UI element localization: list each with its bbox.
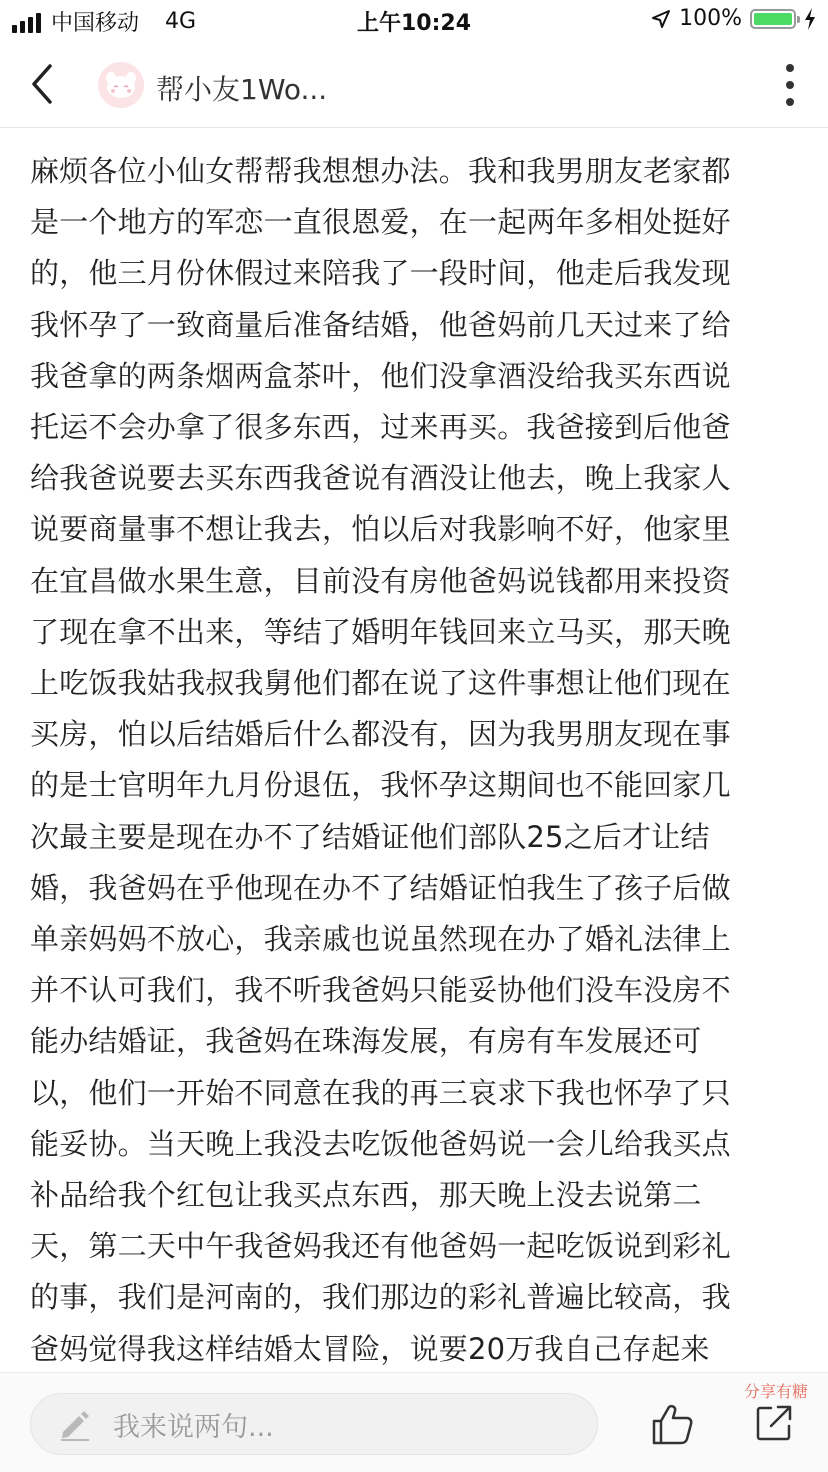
avatar[interactable] xyxy=(98,62,144,108)
share-icon xyxy=(754,1403,794,1443)
bottom-action-bar xyxy=(0,1372,828,1472)
post-text-line: 能妥协。当天晚上我没去吃饭他爸妈说一会儿给我买点 xyxy=(30,1126,731,1161)
more-vertical-icon xyxy=(786,98,794,106)
post-text-line: 的是士官明年九月份退伍，我怀孕这期间也不能回家几 xyxy=(30,768,731,803)
comment-placeholder: 我来说两句... xyxy=(113,1411,274,1443)
post-text-line: 上吃饭我姑我叔我舅他们都在说了这件事想让他们现在 xyxy=(30,666,731,701)
nav-bar xyxy=(0,42,828,128)
post-body xyxy=(30,146,802,1374)
post-text-line: 天，第二天中午我爸妈我还有他爸妈一起吃饭说到彩礼 xyxy=(30,1229,731,1264)
post-text-line: 并不认可我们，我不听我爸妈只能妥协他们没车没房不 xyxy=(30,973,731,1008)
like-button[interactable] xyxy=(650,1401,696,1447)
avatar-cartoon-icon xyxy=(104,70,138,100)
network-type: 4G xyxy=(165,9,197,34)
post-text-line: 给我爸说要去买东西我爸说有酒没让他去，晚上我家人 xyxy=(30,461,731,496)
post-text-line: 补品给我个红包让我买点东西，那天晚上没去说第二 xyxy=(30,1178,702,1213)
location-arrow-icon xyxy=(651,9,671,29)
more-options-button[interactable] xyxy=(774,60,806,110)
page-title[interactable]: 帮小友1Wo... xyxy=(156,73,328,106)
post-text-line: 能办结婚证，我爸妈在珠海发展，有房有车发展还可 xyxy=(30,1024,702,1059)
post-text-line: 买房，怕以后结婚后什么都没有，因为我男朋友现在事 xyxy=(30,717,731,752)
thumbs-up-icon xyxy=(650,1401,696,1447)
post-text-line: 了现在拿不出来，等结了婚明年钱回来立马买，那天晚 xyxy=(30,614,731,649)
post-text-line: 的，他三月份休假过来陪我了一段时间，他走后我发现 xyxy=(30,256,731,291)
post-text-line: 托运不会办拿了很多东西，过来再买。我爸接到后他爸 xyxy=(30,410,731,445)
post-text-line: 麻烦各位小仙女帮帮我想想办法。我和我男朋友老家都 xyxy=(30,154,731,188)
battery-percent: 100% xyxy=(679,6,742,31)
chevron-left-icon xyxy=(24,60,64,108)
post-text-line: 婚，我爸妈在乎他现在办不了结婚证怕我生了孩子后做 xyxy=(30,870,731,905)
post-text-line: 单亲妈妈不放心，我亲戚也说虽然现在办了婚礼法律上 xyxy=(30,922,731,957)
share-button[interactable] xyxy=(754,1403,794,1443)
post-text-line: 的事，我们是河南的，我们那边的彩礼普遍比较高，我 xyxy=(30,1280,731,1315)
post-text-line: 我爸拿的两条烟两盒茶叶，他们没拿酒没给我买东西说 xyxy=(30,358,731,393)
post-text-line: 说要商量事不想让我去，怕以后对我影响不好，他家里 xyxy=(30,512,731,547)
more-vertical-icon xyxy=(786,81,794,89)
charging-bolt-icon xyxy=(804,8,816,30)
status-right xyxy=(651,6,816,31)
pencil-icon xyxy=(57,1406,93,1442)
post-text-line: 以，他们一开始不同意在我的再三哀求下我也怀孕了只 xyxy=(30,1075,731,1110)
status-time: 上午10:24 xyxy=(356,11,472,36)
post-text-line: 爸妈觉得我这样结婚太冒险，说要20万我自己存起来 xyxy=(30,1331,710,1366)
status-bar xyxy=(0,0,828,42)
battery-fill xyxy=(754,13,792,25)
carrier-name: 中国移动 xyxy=(51,11,140,36)
more-vertical-icon xyxy=(786,64,794,72)
post-text-line: 我怀孕了一致商量后准备结婚，他爸妈前几天过来了给 xyxy=(30,307,731,342)
post-text-line: 次最主要是现在办不了结婚证他们部队25之后才让结 xyxy=(30,819,710,854)
post-text-line: 是一个地方的军恋一直很恩爱，在一起两年多相处挺好 xyxy=(30,205,731,240)
post-text-line: 在宜昌做水果生意，目前没有房他爸妈说钱都用来投资 xyxy=(30,563,731,598)
share-reward-tip: 分享有糖 xyxy=(743,1382,808,1401)
battery-icon xyxy=(750,9,796,29)
comment-input[interactable] xyxy=(30,1393,598,1455)
back-button[interactable] xyxy=(24,60,64,108)
